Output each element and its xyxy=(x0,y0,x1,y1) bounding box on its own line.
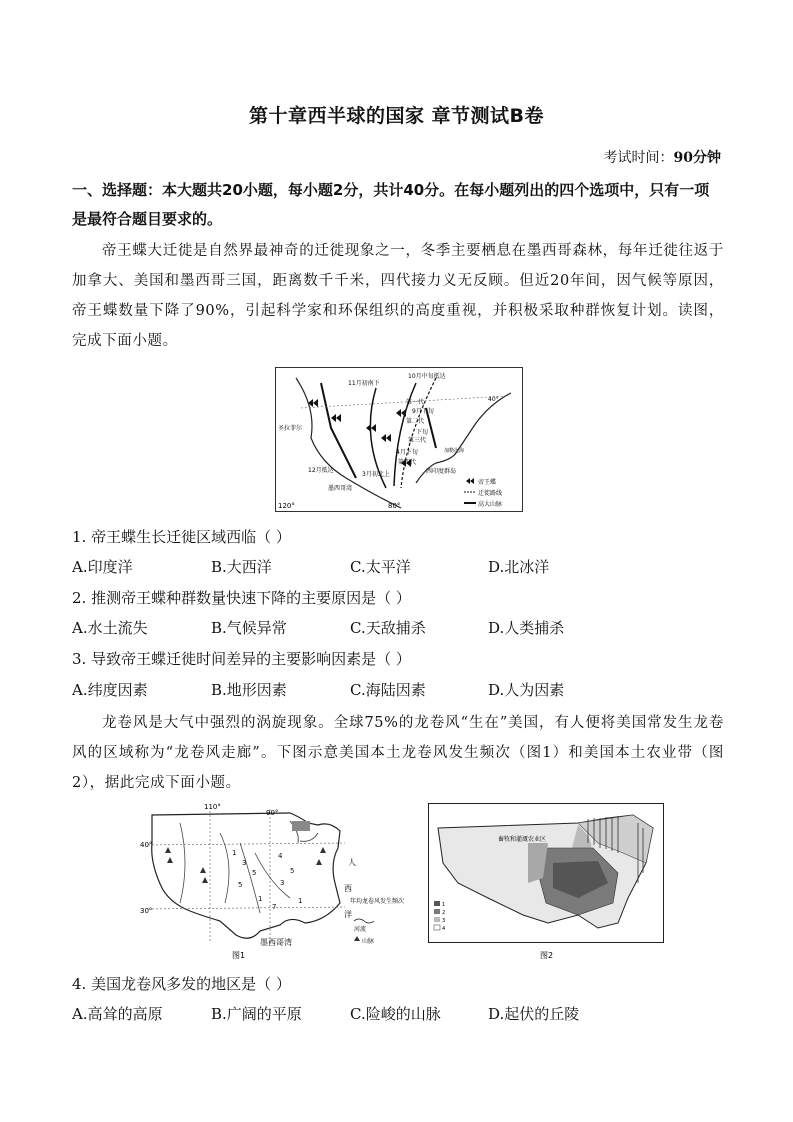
svg-text:7: 7 xyxy=(272,903,277,911)
label-gulf: 墨西哥湾 xyxy=(260,938,292,947)
svg-text:2: 2 xyxy=(442,910,446,916)
q2-stem: 2. 推测帝王蝶种群数量快速下降的主要原因是（ ） xyxy=(72,589,411,607)
label-sea: 加勒比海 xyxy=(444,448,465,454)
exam-time-label: 考试时间： xyxy=(603,150,674,166)
legend-mountain: 高大山脉 xyxy=(478,501,503,508)
caption-fig1: 图1 xyxy=(232,951,246,960)
passage-tornado: 龙卷风是大气中强烈的涡旋现象。全球75%的龙卷风“生在”美国，有人便将美国常发生龙卷风的区域称为“龙卷风走廊”。下图示意美国本土龙卷风发生频次（图1）和美国本土农业带（图2），据此完成下面小题。 xyxy=(72,715,724,791)
q2-option-a[interactable]: A.水土流失 xyxy=(72,619,148,637)
q3-option-b[interactable]: B.地形因素 xyxy=(211,681,287,699)
label-dec: 12月抵达 xyxy=(308,467,334,474)
svg-text:3: 3 xyxy=(442,918,446,924)
label-gulf: 墨西哥湾 xyxy=(328,485,353,492)
legend-freq: 年均龙卷风发生频次 xyxy=(350,898,405,905)
label-gen1: 第一代 xyxy=(406,399,425,406)
svg-text:3: 3 xyxy=(280,879,285,887)
caption-fig2: 图2 xyxy=(540,951,554,960)
label-westindies: 西印度群岛 xyxy=(426,468,457,475)
q3-option-a[interactable]: A.纬度因素 xyxy=(72,681,148,699)
tornado-map-svg xyxy=(140,803,405,961)
tornado-legend xyxy=(350,897,404,945)
svg-text:4: 4 xyxy=(278,852,283,860)
q4-option-a[interactable]: A.高耸的高原 xyxy=(72,1005,163,1023)
q1-option-d[interactable]: D.北冰洋 xyxy=(488,558,550,576)
label-san: 圣拉菲尔 xyxy=(278,425,303,432)
label-oct: 10月中旬抵达 xyxy=(408,373,446,380)
figure-agri-map xyxy=(428,803,664,961)
label-lon120: 120° xyxy=(278,502,295,510)
label-lon80: 80° xyxy=(388,502,401,510)
exam-time xyxy=(604,147,721,167)
q3-stem: 3. 导致帝王蝶迁徙时间差异的主要影响因素是（ ） xyxy=(72,650,411,668)
svg-text:1: 1 xyxy=(442,902,446,908)
label-gen2: 第二代 xyxy=(406,418,425,425)
svg-text:1: 1 xyxy=(232,849,237,857)
q2-option-d[interactable]: D.人类捕杀 xyxy=(488,619,565,637)
svg-text:1: 1 xyxy=(298,897,303,905)
legend-route: 迁徙路线 xyxy=(478,490,503,497)
q2-option-c[interactable]: C.天敌捕杀 xyxy=(350,619,426,637)
label-lat40: 40° xyxy=(140,841,153,849)
legend-butterfly: 帝王蝶 xyxy=(478,479,497,486)
label-apr: 4月下旬 xyxy=(396,449,418,456)
q1-stem: 1. 帝王蝶生长迁徙区域西临（ ） xyxy=(72,528,291,546)
q2-option-b[interactable]: B.气候异常 xyxy=(211,619,287,637)
label-sep: 9月下旬 xyxy=(412,408,434,415)
label-belt: 畜牧和灌溉农业区 xyxy=(498,836,547,843)
q4-option-c[interactable]: C.险峻的山脉 xyxy=(350,1005,441,1023)
label-lat40: 40° xyxy=(488,396,499,403)
section-instructions: 一、选择题：本大题共20小题，每小题2分，共计40分。在每小题列出的四个选项中，只有一项是最符合题目要求的。 xyxy=(72,181,710,228)
svg-text:1: 1 xyxy=(258,895,263,903)
label-ocean-a: 西 xyxy=(344,884,352,893)
svg-text:5: 5 xyxy=(290,867,295,875)
label-mar: 3月初北上 xyxy=(362,471,390,478)
label-ocean-b: 洋 xyxy=(344,910,352,919)
label-lon90: 90° xyxy=(266,809,279,817)
legend-mountain: 山脉 xyxy=(362,938,375,945)
q4-stem: 4. 美国龙卷风多发的地区是（ ） xyxy=(72,975,291,993)
svg-text:4: 4 xyxy=(442,926,446,932)
q4-option-d[interactable]: D.起伏的丘陵 xyxy=(488,1005,580,1023)
monarch-map-svg xyxy=(276,368,522,511)
figure-tornado-map xyxy=(140,803,405,961)
svg-text:3: 3 xyxy=(242,859,247,867)
label-lower: 下旬 xyxy=(416,429,429,436)
legend-river: 河流 xyxy=(354,926,367,933)
agri-map-svg xyxy=(428,803,664,961)
label-lat30: 30° xyxy=(140,907,153,915)
monarch-legend xyxy=(464,478,502,508)
label-ocean-c: 人 xyxy=(348,858,356,867)
label-gen3: 第三代 xyxy=(408,437,427,444)
q1-option-b[interactable]: B.大西洋 xyxy=(211,558,272,576)
exam-time-value: 90分钟 xyxy=(673,150,721,166)
svg-text:5: 5 xyxy=(238,881,243,889)
svg-text:5: 5 xyxy=(252,869,257,877)
label-nov: 11月初南下 xyxy=(348,380,380,387)
page-title: 第十章西半球的国家 章节测试B卷 xyxy=(248,105,545,127)
q3-option-d[interactable]: D.人为因素 xyxy=(488,681,565,699)
q1-option-a[interactable]: A.印度洋 xyxy=(72,558,133,576)
figure-monarch-map xyxy=(275,367,523,512)
passage-monarch: 帝王蝶大迁徙是自然界最神奇的迁徙现象之一，冬季主要栖息在墨西哥森林，每年迁徙往返于加拿大、美国和墨西哥三国，距离数千千米，四代接力义无反顾。但近20年间，因气候等原因，帝王蝶数量下降了90%，引起科学家和环保组织的高度重视，并积极采取种群恢复计划。读图，完成下面小题。 xyxy=(72,243,724,349)
label-lon110: 110° xyxy=(204,803,221,811)
q1-option-c[interactable]: C.太平洋 xyxy=(350,558,411,576)
q4-option-b[interactable]: B.广阔的平原 xyxy=(211,1005,302,1023)
q3-option-c[interactable]: C.海陆因素 xyxy=(350,681,426,699)
label-gen4: 第四代 xyxy=(398,459,417,466)
